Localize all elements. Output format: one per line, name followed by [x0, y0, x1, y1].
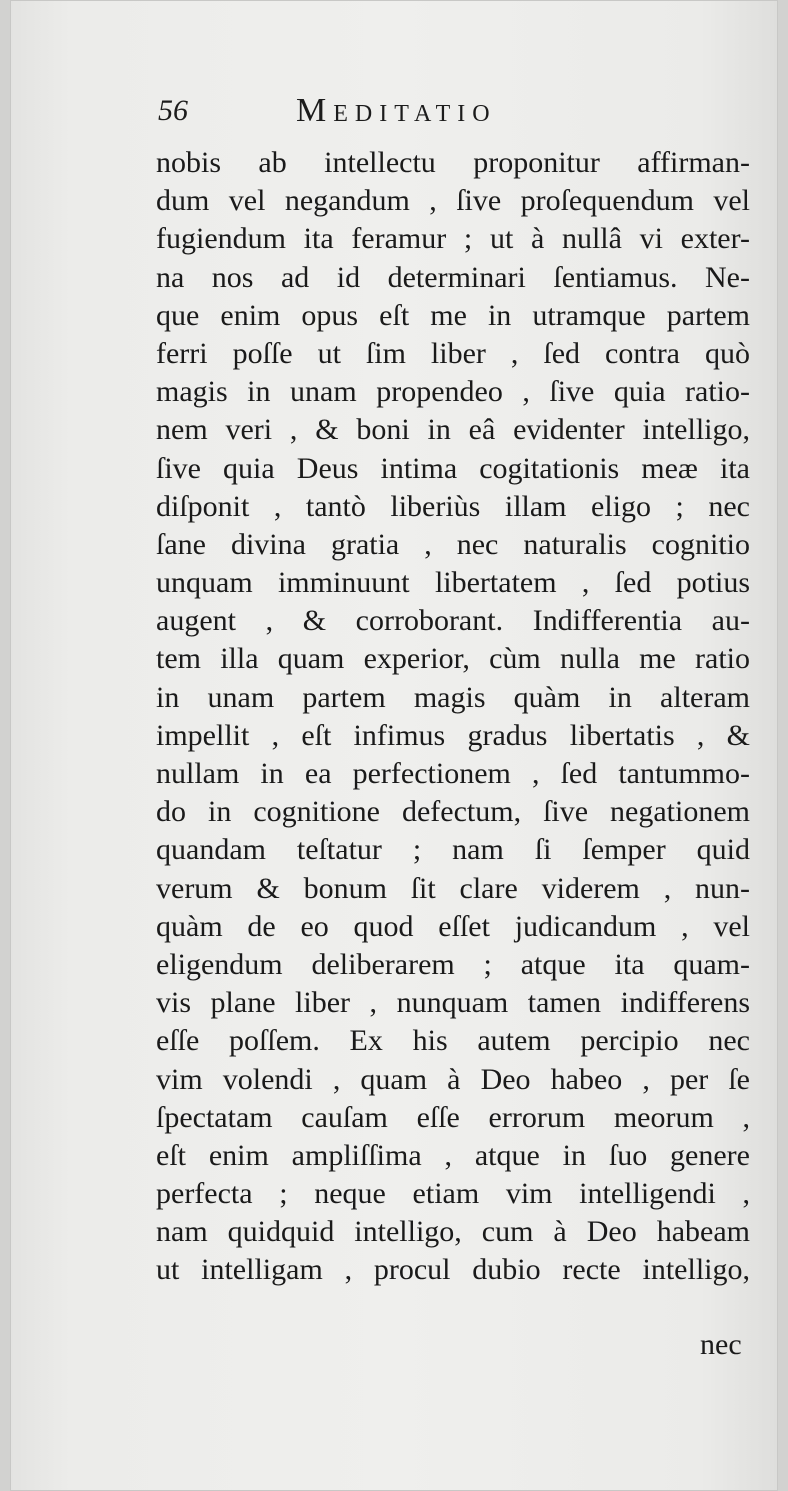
text-line: vim volendi , quam à Deo habeo , per ſe [156, 1062, 750, 1096]
running-title: Meditatio [296, 92, 497, 129]
text-line: ſive quia Deus intima cogitationis meæ ita [156, 451, 750, 485]
text-line: impellit , eſt infimus gradus libertatis , & [156, 718, 750, 752]
text-line: magis in unam propendeo , ſive quia ratio- [156, 375, 750, 409]
book-page [10, 0, 778, 1491]
text-line: diſponit , tantò liberiùs illam eligo ; nec [156, 489, 750, 523]
text-line: ferri poſſe ut ſim liber , ſed contra quò [156, 336, 750, 370]
text-line: na nos ad id determinari ſentiamus. Ne- [156, 260, 750, 294]
text-line: nam quidquid intelligo, cum à Deo habeam [156, 1215, 750, 1249]
text-line: eſſe poſſem. Ex his autem percipio nec [156, 1024, 750, 1058]
text-line: dum vel negandum , ſive proſequendum vel [156, 184, 750, 218]
body-text [156, 144, 750, 1290]
text-line: eligendum deliberarem ; atque ita quam- [156, 947, 750, 981]
text-line: augent , & corroborant. Indifferentia au- [156, 604, 750, 638]
text-line: ſane divina gratia , nec naturalis cognitio [156, 527, 750, 561]
text-line: nobis ab intellectu proponitur affirman- [156, 146, 750, 179]
catchword: nec [700, 1328, 742, 1361]
text-line: ſpectatam cauſam eſſe errorum meorum , [156, 1100, 750, 1134]
text-line: verum & bonum ſit clare viderem , nun- [156, 871, 750, 905]
text-line: ut intelligam , procul dubio recte intelligo, [156, 1253, 750, 1287]
text-line: nem veri , & boni in eâ evidenter intelligo, [156, 413, 750, 447]
text-line: nullam in ea perfectionem , ſed tantummo- [156, 757, 750, 790]
text-line: que enim opus eſt me in utramque partem [156, 298, 750, 332]
text-line: in unam partem magis quàm in alteram [156, 680, 750, 714]
text-line: perfecta ; neque etiam vim intelligendi , [156, 1177, 750, 1211]
page-header [158, 86, 758, 134]
text-line: vis plane liber , nunquam tamen indifferens [156, 986, 750, 1020]
text-line: quandam teſtatur ; nam ſi ſemper quid [156, 833, 750, 867]
text-line: do in cognitione defectum, ſive negationem [156, 795, 750, 829]
page-number: 56 [158, 94, 188, 127]
text-line: fugiendum ita feramur ; ut à nullâ vi exter- [156, 222, 750, 256]
text-line: eſt enim ampliſſima , atque in ſuo genere [156, 1138, 750, 1172]
text-line: quàm de eo quod eſſet judicandum , vel [156, 909, 750, 943]
text-line: tem illa quam experior, cùm nulla me ratio [156, 642, 750, 676]
text-line: unquam imminuunt libertatem , ſed potius [156, 566, 750, 600]
